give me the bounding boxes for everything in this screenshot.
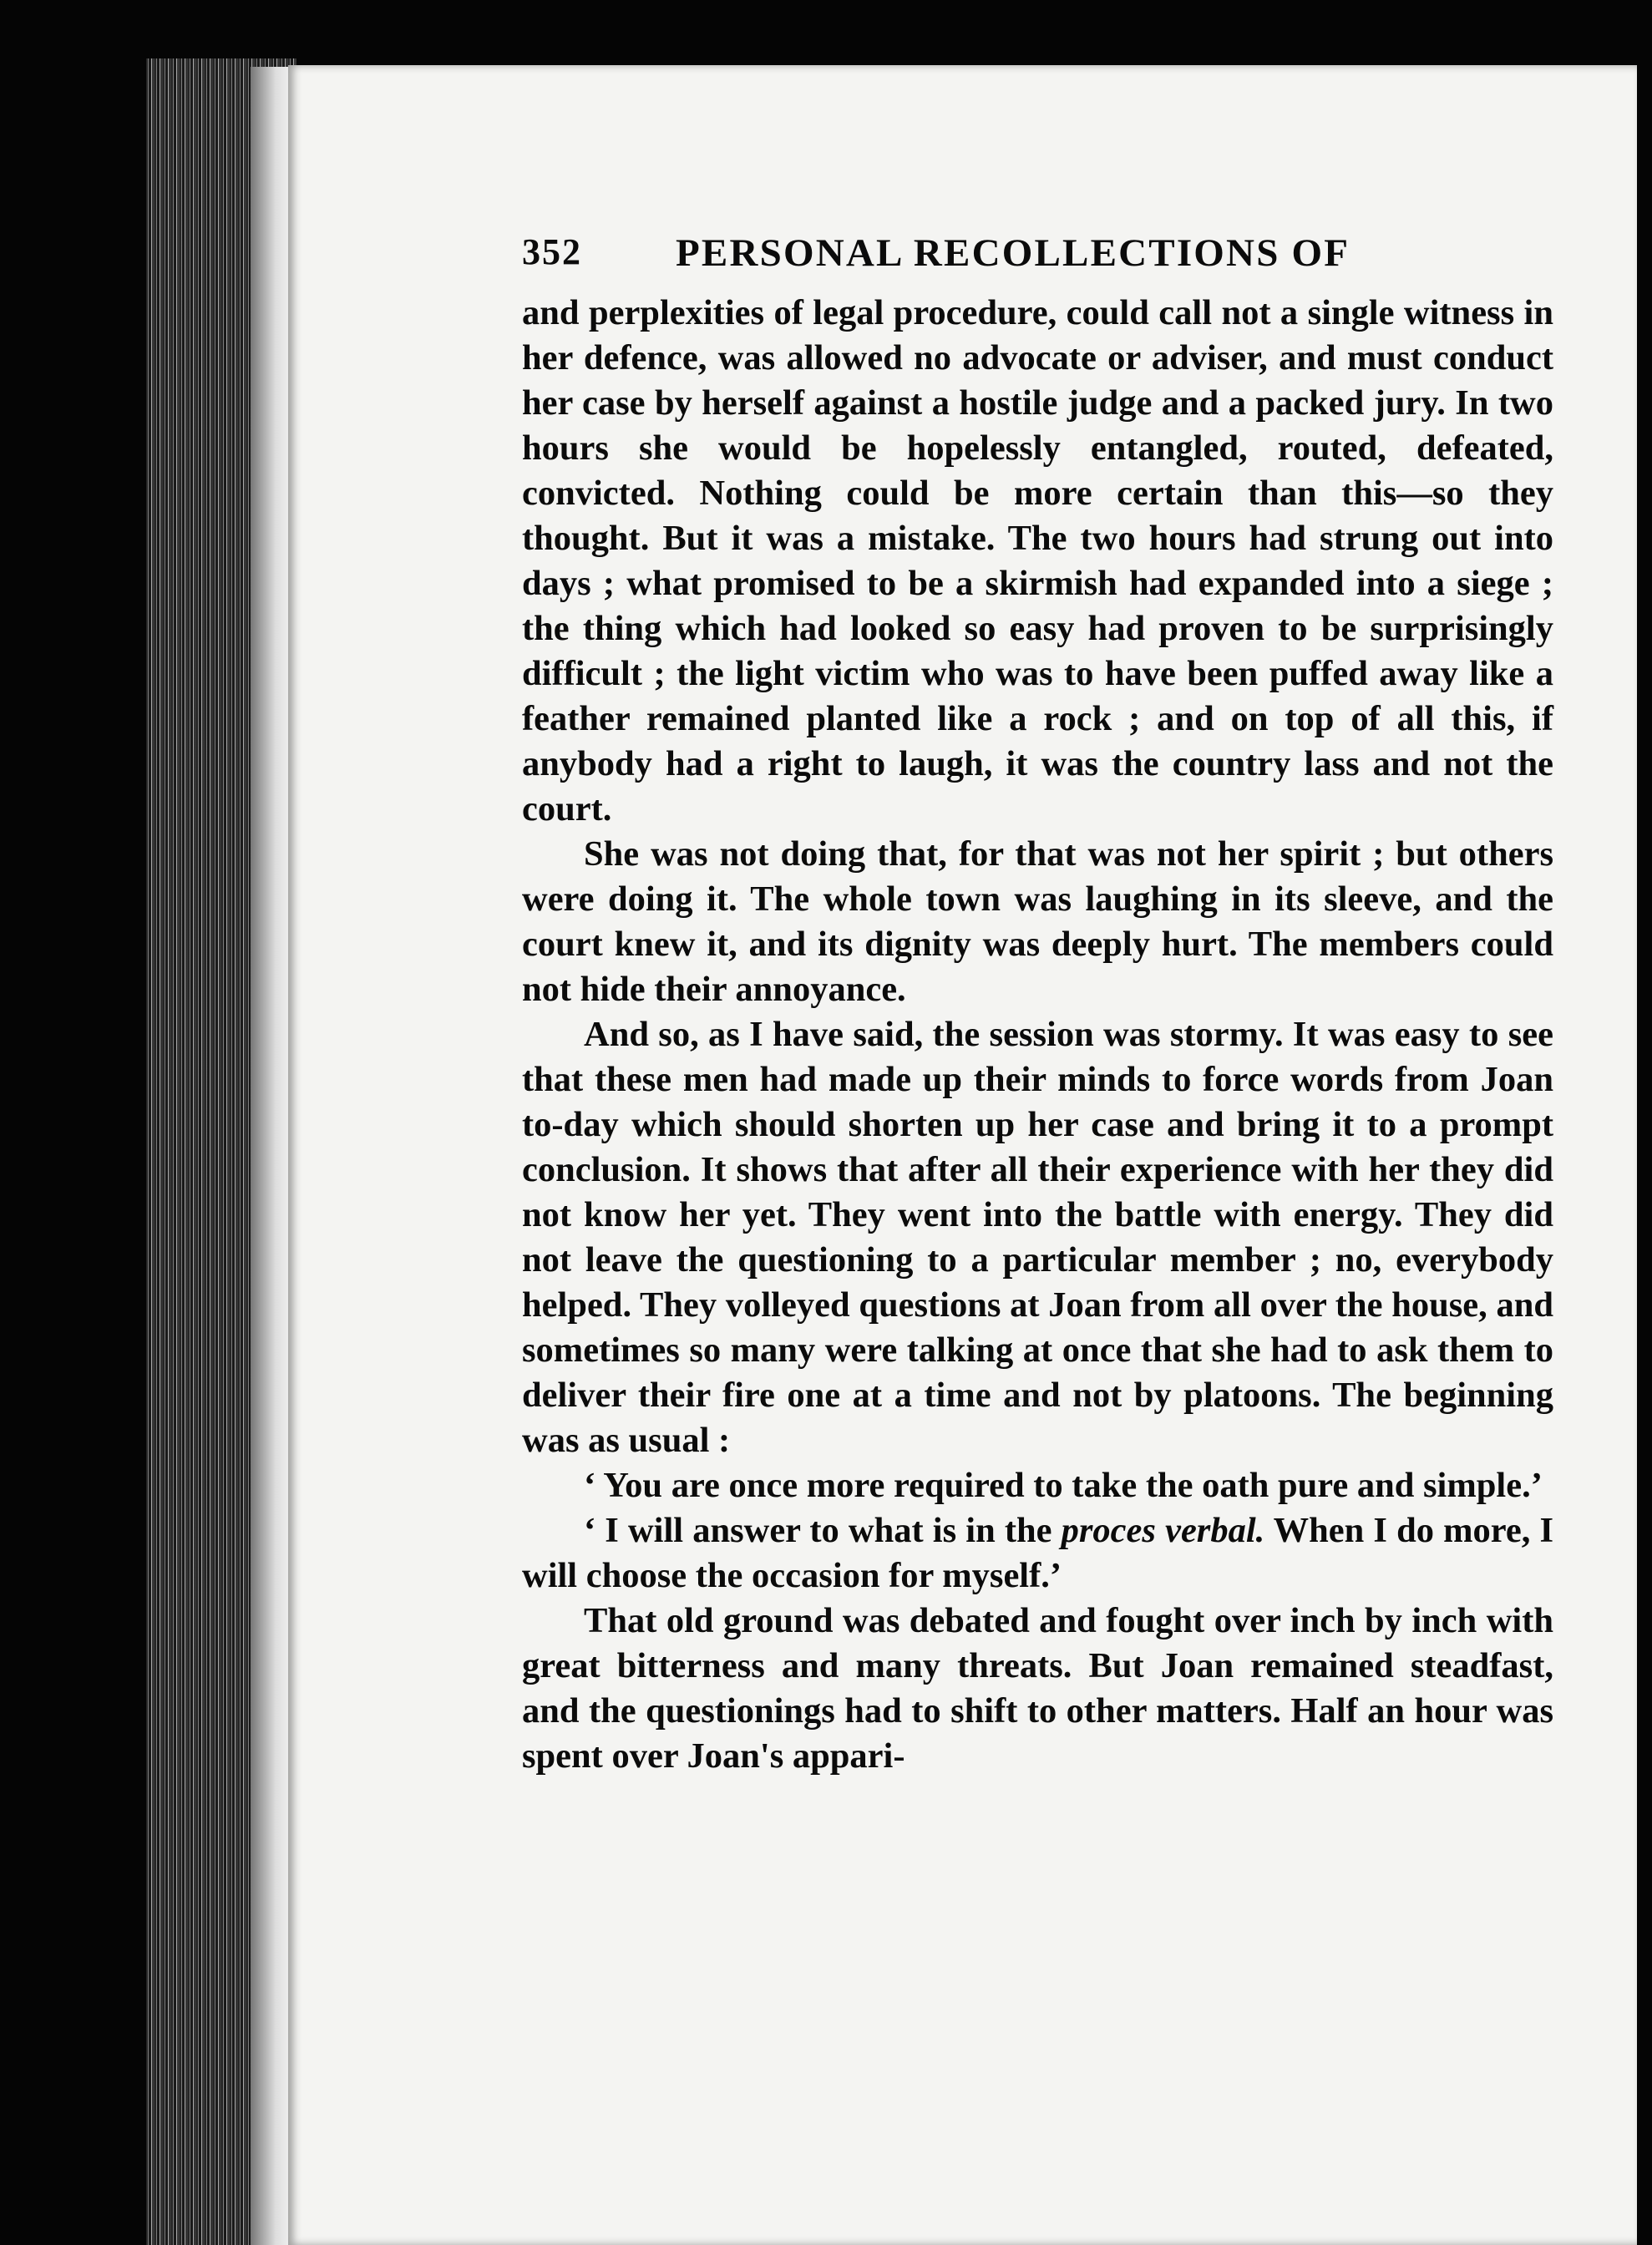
- body-text: [522, 291, 1553, 1779]
- running-head: [522, 224, 1553, 291]
- quote-paragraph: ‘ You are once more required to take the oath pure and simple.’: [584, 1466, 1543, 1505]
- italic-term: proces verbal.: [1061, 1511, 1265, 1550]
- book-gutter-shadow: [251, 67, 292, 2245]
- book-page: [288, 65, 1637, 2245]
- quote-paragraph: [522, 1508, 1553, 1599]
- quote-text: ‘ I will answer to what is in the: [584, 1511, 1062, 1550]
- quote-text: When I do more, I will choose the occasion for myself.’: [522, 1511, 1553, 1595]
- paragraph: And so, as I have said, the session was stormy. It was easy to see that these men had made up their minds to force words from Joan to-day which should shorten up her case and bring it to a prompt conclusion. It shows that after all their experience with her they did not know her yet. They went into the battle with energy. They did not leave the questioning to a particular member ; no, everybody helped. They volleyed questions at Joan from all over the house, and sometimes so many were talking at once that she had to ask them to deliver their fire one at a time and not by platoons. The beginning was as usual :: [522, 1015, 1553, 1460]
- paragraph: That old ground was debated and fought over inch by inch with great bitterness and many threats. But Joan remained steadfast, and the questionings had to shift to other matters. Half an hour was spent over Joan's appari-: [522, 1601, 1553, 1776]
- paragraph: and perplexities of legal procedure, could call not a single witness in her defence, was allowed no advocate or adviser, and must conduct her case by herself against a hostile judge and a packed jury. In two hours she would be hopelessly entangled, routed, defeated, convicted. Nothing could be more certain than this—so they thought. But it was a mistake. The two hours had strung out into days ; what promised to be a skirmish had expanded into a siege ; the thing which had looked so easy had proven to be surprisingly difficult ; the light victim who was to have been puffed away like a feather remained planted like a rock ; and on top of all this, if anybody had a right to laugh, it was the country lass and not the court.: [522, 293, 1553, 829]
- page-content: [522, 224, 1553, 1779]
- paragraph: She was not doing that, for that was not her spirit ; but others were doing it. The whole town was laughing in its sleeve, and the court knew it, and its dignity was deeply hurt. The members could not hide their annoyance.: [522, 834, 1553, 1009]
- page-number: 352: [522, 231, 582, 272]
- running-title: PERSONAL RECOLLECTIONS OF: [676, 231, 1350, 275]
